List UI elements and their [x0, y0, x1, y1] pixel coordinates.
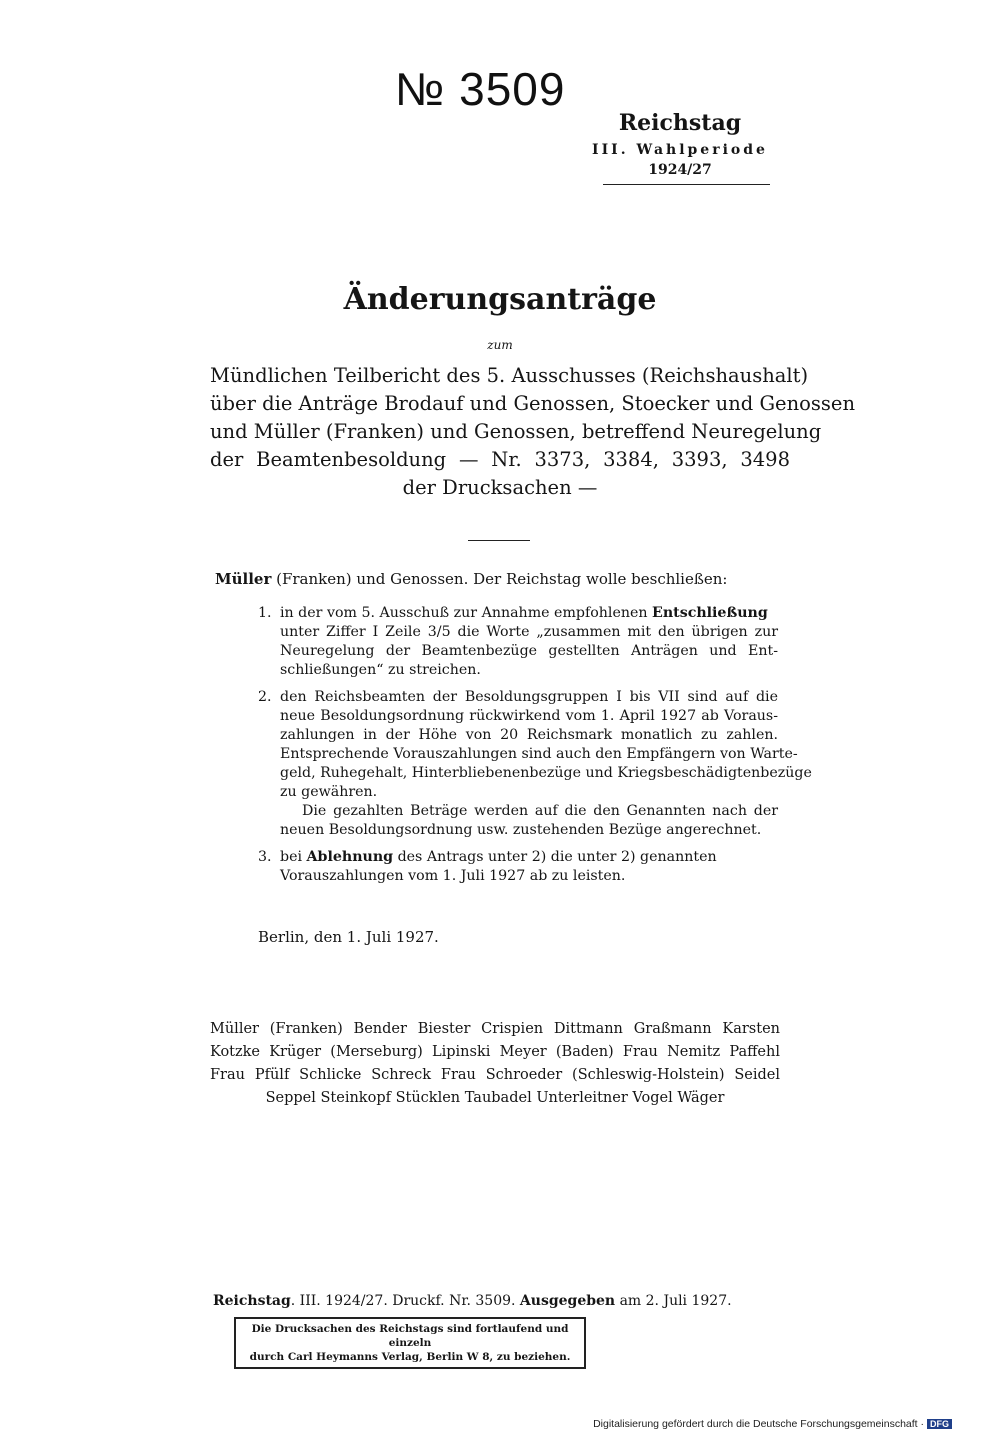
item-text: neue Besoldungsordnung rückwirkend vom 1. April 1927 ab Voraus-	[280, 708, 778, 724]
motion-items	[258, 604, 812, 894]
subheading-line: und Müller (Franken) und Genossen, betreffend Neuregelung	[210, 420, 822, 443]
document-number: № 3509	[395, 63, 566, 115]
motion-item-2	[258, 688, 812, 840]
reichstag-header	[590, 110, 770, 178]
motion-item-1	[258, 604, 778, 680]
subheading-line: der Beamtenbesoldung — Nr. 3373, 3384, 3393, 3498	[210, 448, 790, 471]
item-text: Entsprechende Vorauszahlungen sind auch den Empfängern von Warte-	[280, 746, 798, 762]
item-text: Vorauszahlungen vom 1. Juli 1927 ab zu leisten.	[280, 868, 626, 884]
item-number: 1.	[258, 605, 272, 621]
subheading-line: der Drucksachen —	[402, 476, 598, 499]
item-text: Neuregelung der Beamtenbezüge gestellten Anträgen und Ent-	[280, 643, 778, 659]
publication-footer	[213, 1293, 732, 1309]
notice-line: Die Drucksachen des Reichstags sind fortlaufend und einzeln	[251, 1323, 569, 1349]
item-text: in der vom 5. Ausschuß zur Annahme empfohlenen	[280, 605, 653, 621]
document-title: Änderungsanträge	[343, 282, 657, 317]
item-number: 3.	[258, 849, 272, 865]
date-line: Berlin, den 1. Juli 1927.	[258, 928, 439, 946]
item-text: neuen Besoldungsordnung usw. zustehenden Bezüge angerechnet.	[280, 822, 762, 838]
subheading-line: Mündlichen Teilbericht des 5. Ausschusses (Reichshaushalt)	[210, 364, 809, 387]
item-text: geld, Ruhegehalt, Hinterbliebenenbezüge und Kriegsbeschädigtenbezüge	[280, 765, 812, 781]
signatories	[210, 1018, 780, 1110]
item-text: des Antrags unter 2) die unter 2) genannten	[393, 849, 717, 865]
item-text: schließungen“ zu streichen.	[280, 662, 481, 678]
report-subheading	[210, 362, 856, 502]
proposer-name: Müller	[215, 570, 272, 588]
motion-intro	[215, 570, 727, 588]
item-text: den Reichsbeamten der Besoldungsgruppen I bis VII sind auf die	[280, 689, 778, 705]
reichstag-title: Reichstag	[618, 110, 742, 136]
footer-reference: . III. 1924/27. Druckf. Nr. 3509.	[290, 1293, 520, 1309]
notice-line: durch Carl Heymanns Verlag, Berlin W 8, zu beziehen.	[249, 1351, 571, 1363]
item-text: zu gewähren.	[280, 784, 378, 800]
motion-intro-text: (Franken) und Genossen. Der Reichstag wolle beschließen:	[271, 570, 728, 588]
footer-source: Reichstag	[213, 1293, 291, 1309]
emphasis-text: Entschließung	[652, 605, 768, 621]
subheading-line: über die Anträge Brodauf und Genossen, Stoecker und Genossen	[210, 392, 856, 415]
motion-item-3	[258, 848, 778, 886]
signer-line: Müller (Franken) Bender Biester Crispien Dittmann Graßmann Karsten	[210, 1021, 780, 1037]
digitization-credit	[593, 1418, 952, 1430]
electoral-period: III. Wahlperiode	[592, 142, 768, 158]
footer-issued-label: Ausgegeben	[519, 1293, 616, 1309]
period-years: 1924/27	[648, 162, 712, 178]
item-text: Die gezahlten Beträge werden auf die den Genannten nach der	[302, 803, 778, 819]
emphasis-text: Ablehnung	[306, 849, 394, 865]
section-divider	[468, 540, 530, 541]
signer-line: Frau Pfülf Schlicke Schreck Frau Schroeder (Schleswig-Holstein) Seidel	[210, 1067, 780, 1083]
item-text: unter Ziffer I Zeile 3/5 die Worte „zusammen mit den übrigen zur	[280, 624, 778, 640]
dfg-logo: DFG	[927, 1419, 952, 1429]
footer-issued-date: am 2. Juli 1927.	[615, 1293, 732, 1309]
item-text: zahlungen in der Höhe von 20 Reichsmark monatlich zu zahlen.	[280, 727, 778, 743]
item-number: 2.	[258, 689, 272, 705]
item-text: bei	[280, 849, 307, 865]
signer-line: Kotzke Krüger (Merseburg) Lipinski Meyer (Baden) Frau Nemitz Paffehl	[210, 1044, 780, 1060]
signer-line: Seppel Steinkopf Stücklen Taubadel Unterleitner Vogel Wäger	[265, 1090, 725, 1106]
header-rule	[603, 184, 770, 185]
title-connector: zum	[487, 338, 513, 352]
credit-text: Digitalisierung gefördert durch die Deutsche Forschungsgemeinschaft ·	[593, 1418, 924, 1430]
distribution-notice-box	[234, 1317, 586, 1369]
